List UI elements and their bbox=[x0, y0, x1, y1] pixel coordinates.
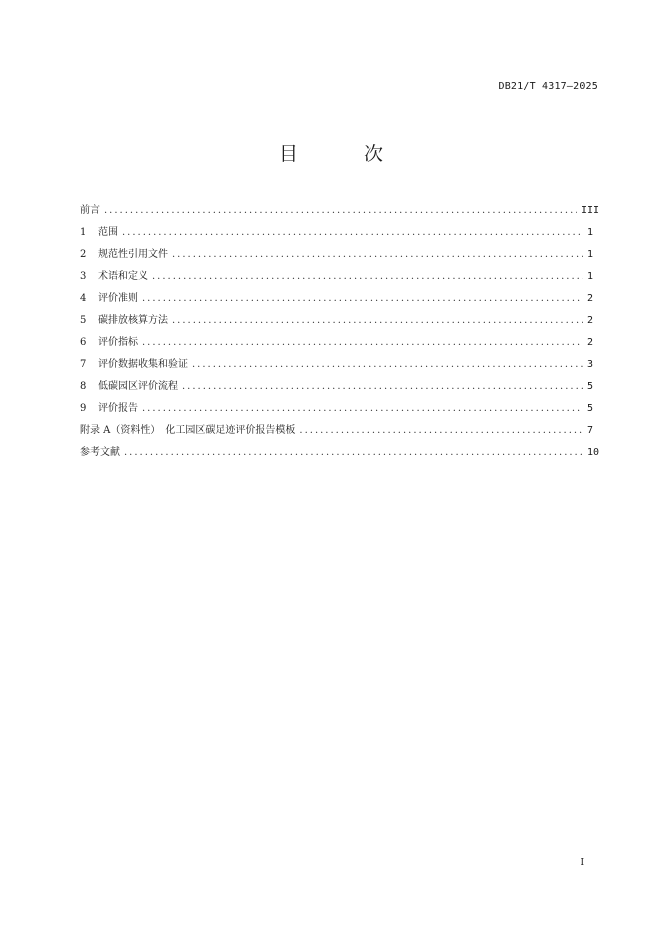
toc-entry-scope[interactable] bbox=[80, 222, 599, 244]
toc-entry-foreword[interactable] bbox=[80, 200, 599, 222]
toc-leader-dots bbox=[142, 288, 583, 310]
toc-page-number: 1 bbox=[586, 227, 593, 238]
toc-entry-carbon-accounting[interactable] bbox=[80, 310, 599, 332]
toc-entry-evaluation-indicators[interactable] bbox=[80, 332, 599, 354]
toc-leader-dots bbox=[172, 310, 583, 332]
toc-leader-dots bbox=[182, 376, 583, 398]
toc-entry-label: 评价数据收集和验证 bbox=[98, 359, 188, 370]
toc-page-number: 3 bbox=[586, 359, 593, 370]
toc-leader-dots bbox=[142, 332, 583, 354]
toc-entry-label: 低碳园区评价流程 bbox=[98, 381, 178, 392]
toc-entry-evaluation-report[interactable] bbox=[80, 398, 599, 420]
toc-page-number: 7 bbox=[586, 425, 593, 436]
page-title: 目 次 bbox=[278, 143, 414, 165]
toc-entry-label: 碳排放核算方法 bbox=[98, 315, 168, 326]
toc-entry-label: 范围 bbox=[98, 227, 118, 238]
toc-leader-dots bbox=[104, 200, 577, 222]
toc-entry-label: 评价报告 bbox=[98, 403, 138, 414]
toc-entry-data-collection[interactable] bbox=[80, 354, 599, 376]
toc-entry-appendix-a[interactable] bbox=[80, 420, 599, 442]
toc-page-number: 1 bbox=[586, 249, 593, 260]
toc-entry-evaluation-process[interactable] bbox=[80, 376, 599, 398]
toc-leader-dots bbox=[299, 420, 583, 442]
toc-entry-number: 9 bbox=[80, 403, 87, 414]
toc-leader-dots bbox=[122, 222, 583, 244]
toc-entry-normative-references[interactable] bbox=[80, 244, 599, 266]
document-code: DB21/T 4317—2025 bbox=[498, 81, 598, 92]
toc-entry-number: 6 bbox=[80, 337, 87, 348]
toc-page-number: 5 bbox=[586, 403, 593, 414]
toc-page-number: 2 bbox=[586, 293, 593, 304]
page-number: I bbox=[580, 858, 584, 868]
toc-entry-number: 5 bbox=[80, 315, 87, 326]
table-of-contents bbox=[80, 200, 599, 464]
toc-entry-bibliography[interactable] bbox=[80, 442, 599, 464]
toc-entry-label: 前言 bbox=[80, 205, 100, 216]
toc-leader-dots bbox=[124, 442, 583, 464]
toc-entry-number: 4 bbox=[80, 293, 87, 304]
toc-entry-label: 附录 A（资料性） 化工园区碳足迹评价报告模板 bbox=[80, 425, 296, 436]
toc-entry-number: 2 bbox=[80, 249, 87, 260]
toc-leader-dots bbox=[152, 266, 583, 288]
toc-leader-dots bbox=[192, 354, 583, 376]
toc-entry-terms-definitions[interactable] bbox=[80, 266, 599, 288]
toc-entry-number: 7 bbox=[80, 359, 87, 370]
toc-page-number: 1 bbox=[586, 271, 593, 282]
toc-page-number: 5 bbox=[586, 381, 593, 392]
toc-entry-label: 术语和定义 bbox=[98, 271, 148, 282]
toc-entry-number: 3 bbox=[80, 271, 87, 282]
toc-page-number: 10 bbox=[586, 447, 599, 458]
toc-leader-dots bbox=[172, 244, 583, 266]
toc-page-number: 2 bbox=[586, 337, 593, 348]
toc-page-number: 2 bbox=[586, 315, 593, 326]
toc-entry-label: 评价指标 bbox=[98, 337, 138, 348]
toc-page-number: III bbox=[580, 205, 599, 216]
toc-entry-label: 规范性引用文件 bbox=[98, 249, 168, 260]
toc-entry-number: 8 bbox=[80, 381, 87, 392]
toc-entry-label: 参考文献 bbox=[80, 447, 120, 458]
toc-entry-label: 评价准则 bbox=[98, 293, 138, 304]
toc-entry-number: 1 bbox=[80, 227, 87, 238]
toc-entry-evaluation-criteria[interactable] bbox=[80, 288, 599, 310]
toc-leader-dots bbox=[142, 398, 583, 420]
